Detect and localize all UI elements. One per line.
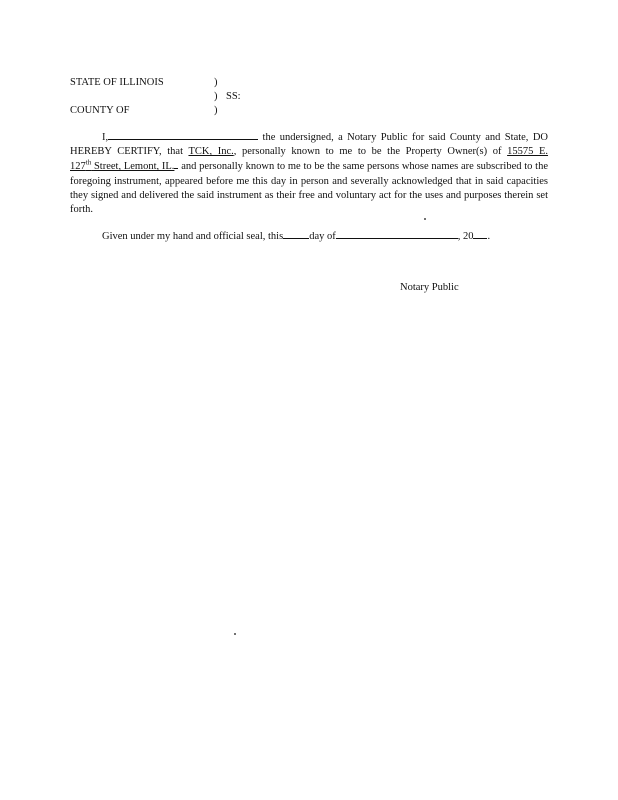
company-name: TCK, Inc. — [188, 146, 234, 158]
given-prefix: Given under my hand and official seal, this — [102, 231, 284, 242]
cert-text-body: and personally known to me to be the same persons whose names are subscribed to the foregoing instrument, appeared before me this day in person and severally acknowledged that in said capacities they signed and delivered the said instrument as their free and voluntary act for the uses and purposes therein set forth. — [70, 161, 549, 216]
cert-text-certify: the undersigned, a Notary Public for said County and State, DO HEREBY CERTIFY, that — [70, 132, 548, 158]
day-of-text: day of — [309, 231, 336, 242]
cert-intro: I, — [102, 132, 109, 143]
scan-speck — [424, 218, 426, 220]
paren: ) — [214, 77, 218, 88]
notary-public-label: Notary Public — [400, 282, 459, 293]
given-end: . — [487, 231, 491, 242]
year-blank[interactable] — [473, 229, 487, 239]
address-street-number: 15575 E. 127 — [70, 146, 549, 173]
given-line — [102, 229, 490, 242]
address-rest: Street, Lemont, IL. — [93, 161, 175, 173]
address-blank — [174, 159, 178, 169]
address-ordinal: th — [85, 158, 92, 167]
name-blank[interactable] — [108, 130, 258, 140]
county-label: COUNTY OF — [70, 105, 130, 116]
paren: ) — [214, 91, 218, 102]
state-label: STATE OF ILLINOIS — [70, 77, 164, 88]
day-blank[interactable] — [283, 229, 309, 239]
paren: ) — [214, 105, 218, 116]
month-blank[interactable] — [336, 229, 458, 239]
ss-label: SS: — [226, 91, 241, 102]
scan-speck — [234, 633, 236, 635]
certificate-paragraph — [70, 130, 548, 217]
year-prefix: , 20 — [457, 231, 474, 242]
cert-text-known: , personally known to me to be the Property Owner(s) of — [233, 146, 502, 158]
